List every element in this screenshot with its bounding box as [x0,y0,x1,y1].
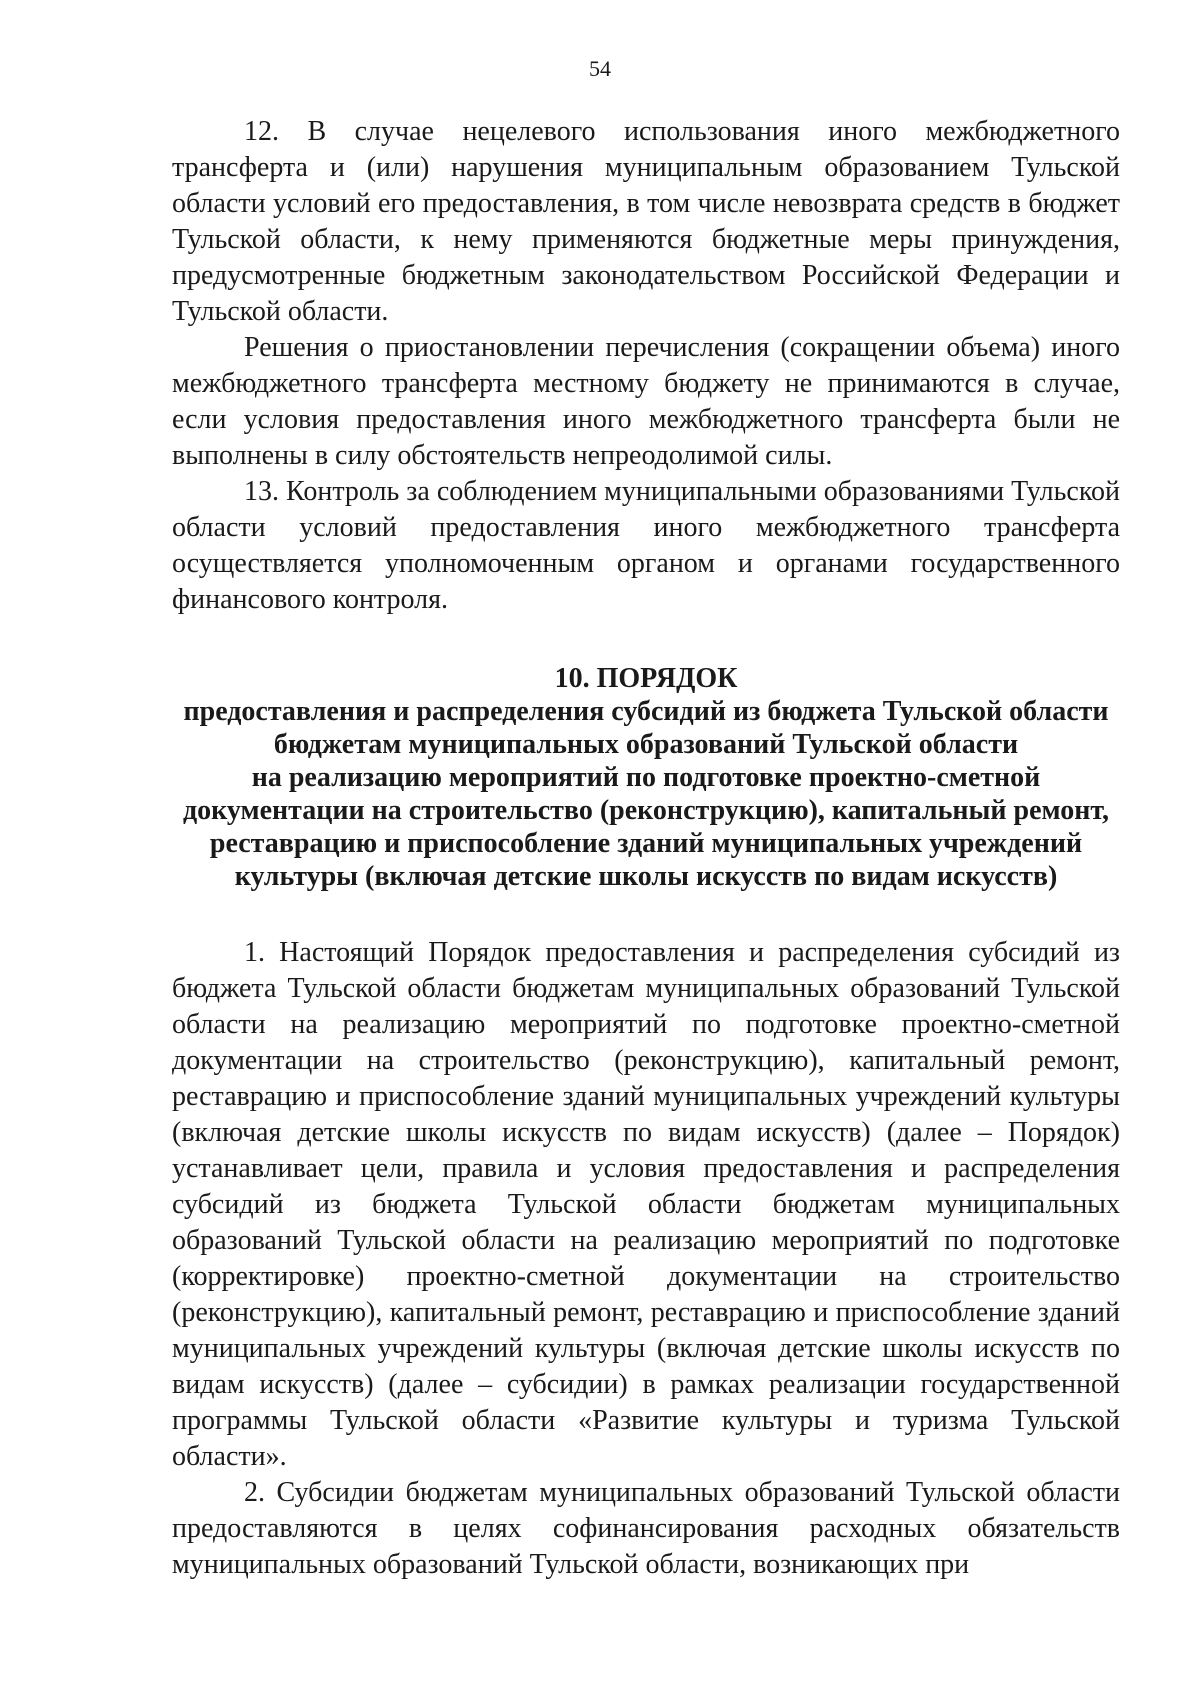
section-subtitle-line: на реализацию мероприятий по подготовке проектно-сметной [251,762,1041,793]
section-subtitle-line: реставрацию и приспособление зданий муниципальных учреждений [209,828,1083,859]
paragraph-13: 13. Контроль за соблюдением муниципальными образованиями Тульской области условий предоставления иного межбюджетного трансферта осуществляется уполномоченным органом и органами государственного финансового контроля. [172,476,1120,615]
paragraph-1: 1. Настоящий Порядок предоставления и распределения субсидий из бюджета Тульской области бюджетам муниципальных образований Тульской области на реализацию мероприятий по подготовке проектно-сметной документации на строительство (реконструкцию), капитальный ремонт, реставрацию и приспособление зданий муниципальных учреждений культуры (включая детские школы искусств по видам искусств) (далее – Порядок) устанавливает цели, правила и условия предоставления и распределения субсидий из бюджета Тульской области бюджетам муниципальных образований Тульской области на реализацию мероприятий по подготовке (корректировке) проектно-сметной документации на строительство (реконструкцию), капитальный ремонт, реставрацию и приспособление зданий муниципальных учреждений культуры (включая детские школы искусств по видам искусств) (далее – субсидии) в рамках реализации государственной программы Тульской области «Развитие культуры и туризма Тульской области». [172,937,1120,1472]
section-subtitle-line: культуры (включая детские школы искусств по видам искусств) [234,861,1058,892]
section-subtitle-line: бюджетам муниципальных образований Тульской области [273,729,1019,760]
section-subtitle-line: предоставления и распределения субсидий из бюджета Тульской области [183,696,1109,727]
paragraph-2: 2. Субсидии бюджетам муниципальных образований Тульской области предоставляются в целях софинансирования расходных обязательств муниципальных образований Тульской области, возникающих при [172,1477,1120,1580]
paragraph-12: 12. В случае нецелевого использования иного межбюджетного трансферта и (или) нарушения муниципальным образованием Тульской области условий его предоставления, в том числе невозврата средств в бюджет Тульской области, к нему применяются бюджетные меры принуждения, предусмотренные бюджетным законодательством Российской Федерации и Тульской области. [172,116,1120,327]
paragraph-12-decisions: Решения о приостановлении перечисления (сокращении объема) иного межбюджетного трансферта местному бюджету не принимаются в случае, если условия предоставления иного межбюджетного трансферта были не выполнены в силу обстоятельств непреодолимой силы. [172,332,1120,471]
section-heading [172,662,1120,893]
section-subtitle-line: документации на строительство (реконструкцию), капитальный ремонт, [183,795,1109,826]
document-body [172,114,1120,1583]
section-title: 10. ПОРЯДОК [554,663,738,694]
page-number: 54 [589,56,611,81]
